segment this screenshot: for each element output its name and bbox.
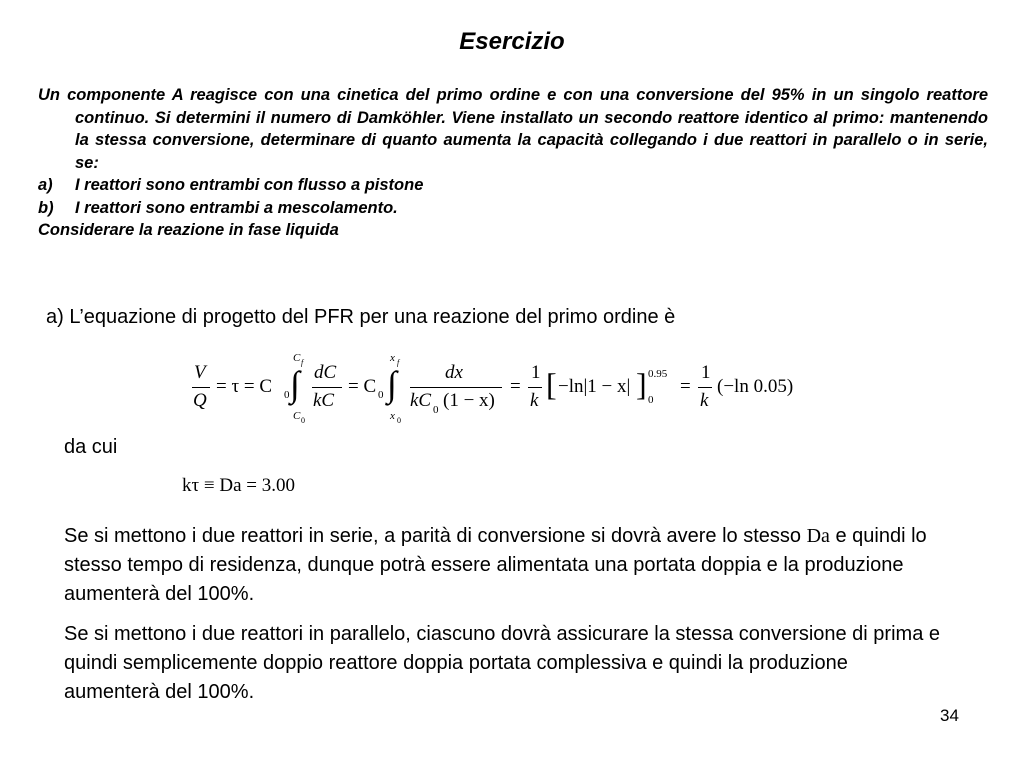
solution-intro: a) L’equazione di progetto del PFR per una reazione del primo ordine è [46,306,676,328]
slide-title: Esercizio [459,28,565,55]
series-paragraph: Se si mettono i due reattori in serie, a parità di conversione si dovrà avere lo stesso Da e quindi lo stesso tempo di residenza, dunque potrà essere alimentata una portata doppia e la produzione aumenterà del 100%. [64,525,927,605]
bracket-content: −ln|1 − x| [558,376,631,397]
integrand-den: kC [313,390,335,411]
integrand2-den: kC [410,390,432,411]
da-cui-label: da cui [64,436,118,458]
integrand2-num: dx [445,362,463,383]
item-label: a) [38,176,53,194]
page-number: 34 [940,706,959,725]
da-symbol: Da [806,525,830,547]
integral-sign: ∫ [290,364,300,404]
item-text: I reattori sono entrambi con flusso a pistone [75,176,424,194]
integrand-num: dC [314,362,337,383]
eq-tau: = τ = C [216,376,272,397]
parallel-paragraph: Se si mettono i due reattori in parallelo, ciascuno dovrà assicurare la stessa conversione di prima e quindi semplicemente doppio reattore doppia portata complessiva e quindi la produzione aumenterà del 100%. [64,623,940,703]
item-text: I reattori sono entrambi a mescolamento. [75,198,398,217]
eq-lhs-den: Q [193,390,207,411]
integral-sign: ∫ [387,364,397,404]
damkohler-result: kτ ≡ Da = 3.00 [182,475,295,496]
pfr-equation: V Q = τ = C 0 C f ∫ C 0 dC kC = C 0 x f ∫ x 0 dx kC 0 (1 − x) = 1 k [ −ln|1 − x| ] 0.95 0 = 1 k (−ln 0.05) [193,352,794,425]
eq-final: (−ln 0.05) [717,376,794,397]
exercise-item-a [38,174,988,197]
exercise-statement [38,84,988,242]
right-bracket: ] [636,366,647,402]
exercise-note: Considerare la reazione in fase liquida [38,221,339,239]
left-bracket: [ [546,366,557,402]
exercise-item-b [38,197,988,220]
exercise-intro: Un componente A reagisce con una cinetica del primo ordine e con una conversione del 95% in un singolo reattore continuo. Si determini il numero di Damköhler. Viene installato un secondo reattore identico al primo: mantenendo la stessa conversione, determinare di quanto aumenta la capacità collegando i due reattori in parallelo o in serie, se: [38,86,988,172]
eq-lhs-num: V [194,362,206,383]
item-label: b) [38,198,54,217]
